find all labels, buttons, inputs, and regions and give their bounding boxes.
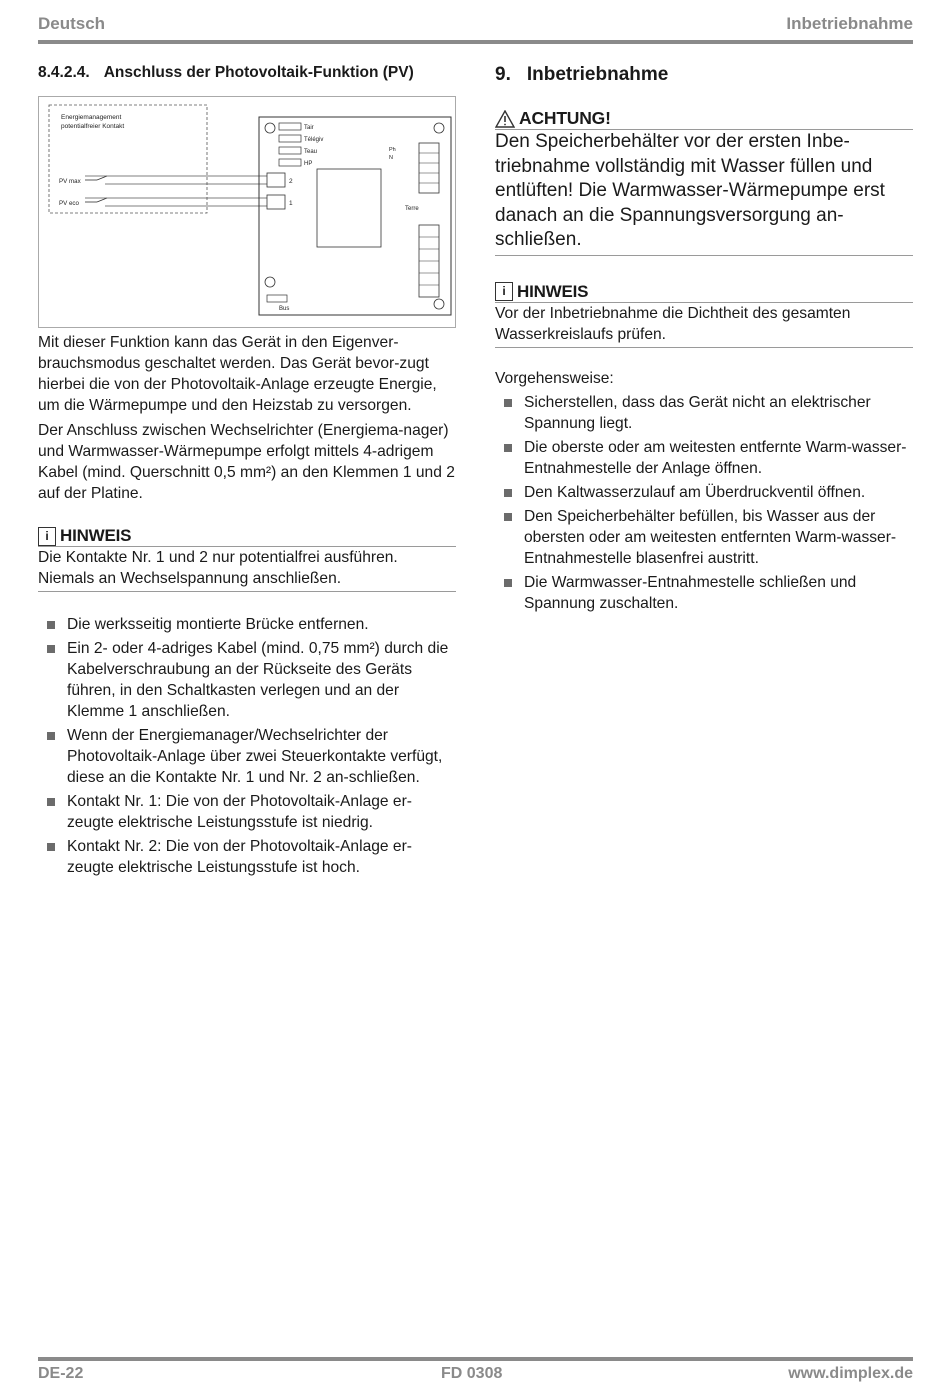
notice-text xyxy=(38,547,456,592)
section-heading xyxy=(38,64,456,82)
document-code: FD 0308 xyxy=(441,1365,503,1382)
bus-label: Bus xyxy=(279,306,290,312)
section-title: Anschluss der Photovoltaik-Funktion (PV) xyxy=(103,64,414,81)
header-rule xyxy=(38,40,913,44)
telegiv-label: Télégiv xyxy=(304,137,324,143)
pv-max-label: PV max xyxy=(59,178,81,185)
warning-text: Den Speicherbehälter vor der ersten Inbe-triebnahme vollständig mit Wasser füllen und entlüften! Die Warmwasser-Wärmepumpe erst danach an die Spannungsversorgung an-schließen. xyxy=(495,130,913,256)
left-column xyxy=(38,64,456,881)
notice-title: HINWEIS xyxy=(60,526,132,545)
paragraph-connection: Der Anschluss zwischen Wechselrichter (Energiema-nager) und Warmwasser-Wärmepumpe erfolgt mittels 4-adrigem Kabel (mind. Querschnitt 0,5 mm²) an den Klemmen 1 und 2 auf der Platine. xyxy=(38,422,455,502)
website-link[interactable]: www.dimplex.de xyxy=(788,1365,913,1382)
instruction-list xyxy=(38,614,456,878)
section-number: 9. xyxy=(495,64,511,85)
info-icon: i xyxy=(38,527,56,546)
wiring-diagram xyxy=(38,96,456,328)
warning-block xyxy=(495,108,913,256)
procedure-label: Vorgehensweise: xyxy=(495,369,614,387)
section-number: 8.4.2.4. xyxy=(38,64,90,81)
list-item: Den Speicherbehälter befüllen, bis Wasser aus der obersten oder am weitesten entfernten Warm-wasser-Entnahmestelle blasenfrei austritt. xyxy=(495,506,913,569)
list-item: Die werksseitig montierte Brücke entfernen. xyxy=(38,614,456,635)
teau-label: Teau xyxy=(304,149,318,155)
list-item: Wenn der Energiemanager/Wechselrichter der Photovoltaik-Anlage über zwei Steuerkontakte verfügt, diese an die Kontakte Nr. 1 und Nr. 2 an-schließen. xyxy=(38,725,456,788)
notice-line-1: Die Kontakte Nr. 1 und 2 nur potentialfrei ausführen. xyxy=(38,549,398,566)
terminal-2-label: 2 xyxy=(289,178,293,185)
section-heading xyxy=(495,64,913,86)
hp-label: HP xyxy=(304,161,313,167)
list-item: Kontakt Nr. 1: Die von der Photovoltaik-Anlage er-zeugte elektrische Leistungsstufe ist niedrig. xyxy=(38,791,456,833)
ph-label: Ph xyxy=(389,147,396,153)
section-title: Inbetriebnahme xyxy=(526,64,669,85)
list-item: Ein 2- oder 4-adriges Kabel (mind. 0,75 mm²) durch die Kabelverschraubung an der Rückseite des Geräts führen, in den Schaltkasten verlegen und an der Klemme 1 anschließen. xyxy=(38,638,456,722)
list-item: Den Kaltwasserzulauf am Überdruckventil öffnen. xyxy=(495,482,913,503)
n-label: N xyxy=(389,155,393,161)
potential-free-label: potentialfreier Kontakt xyxy=(61,123,125,130)
notice-title: HINWEIS xyxy=(517,281,589,301)
energy-manager-label: Energiemanagement xyxy=(61,114,122,121)
list-item: Die Warmwasser-Entnahmestelle schließen und Spannung zuschalten. xyxy=(495,572,913,614)
notice-line-2: Niemals an Wechselspannung anschließen. xyxy=(38,570,342,587)
list-item: Sicherstellen, dass das Gerät nicht an elektrischer Spannung liegt. xyxy=(495,392,913,434)
header-language: Deutsch xyxy=(38,14,106,33)
info-icon: i xyxy=(495,282,513,301)
notice-block xyxy=(495,282,913,348)
notice-text: Vor der Inbetriebnahme die Dichtheit des gesamten Wasserkreislaufs prüfen. xyxy=(495,303,913,348)
list-item: Kontakt Nr. 2: Die von der Photovoltaik-Anlage er-zeugte elektrische Leistungsstufe ist hoch. xyxy=(38,836,456,878)
notice-block xyxy=(38,526,456,592)
pv-eco-label: PV eco xyxy=(59,200,79,207)
tair-label: Tair xyxy=(304,125,314,131)
list-item: Die oberste oder am weitesten entfernte Warm-wasser-Entnahmestelle der Anlage öffnen. xyxy=(495,437,913,479)
procedure-list xyxy=(495,392,913,614)
terre-label: Terre xyxy=(405,206,419,212)
terminal-1-label: 1 xyxy=(289,200,293,207)
warning-title: ACHTUNG! xyxy=(519,108,611,128)
footer-rule xyxy=(38,1357,913,1361)
header-chapter: Inbetriebnahme xyxy=(786,14,913,33)
warning-icon xyxy=(495,110,515,128)
paragraph-function: Mit dieser Funktion kann das Gerät in den Eigenver-brauchsmodus geschaltet werden. Das Gerät bevor-zugt hierbei die von der Photovoltaik-Anlage erzeugte Energie, um die Wärmepumpe und den Heizstab zu versorgen. xyxy=(38,334,437,414)
right-column xyxy=(495,64,913,617)
page-number: DE-22 xyxy=(38,1365,84,1382)
